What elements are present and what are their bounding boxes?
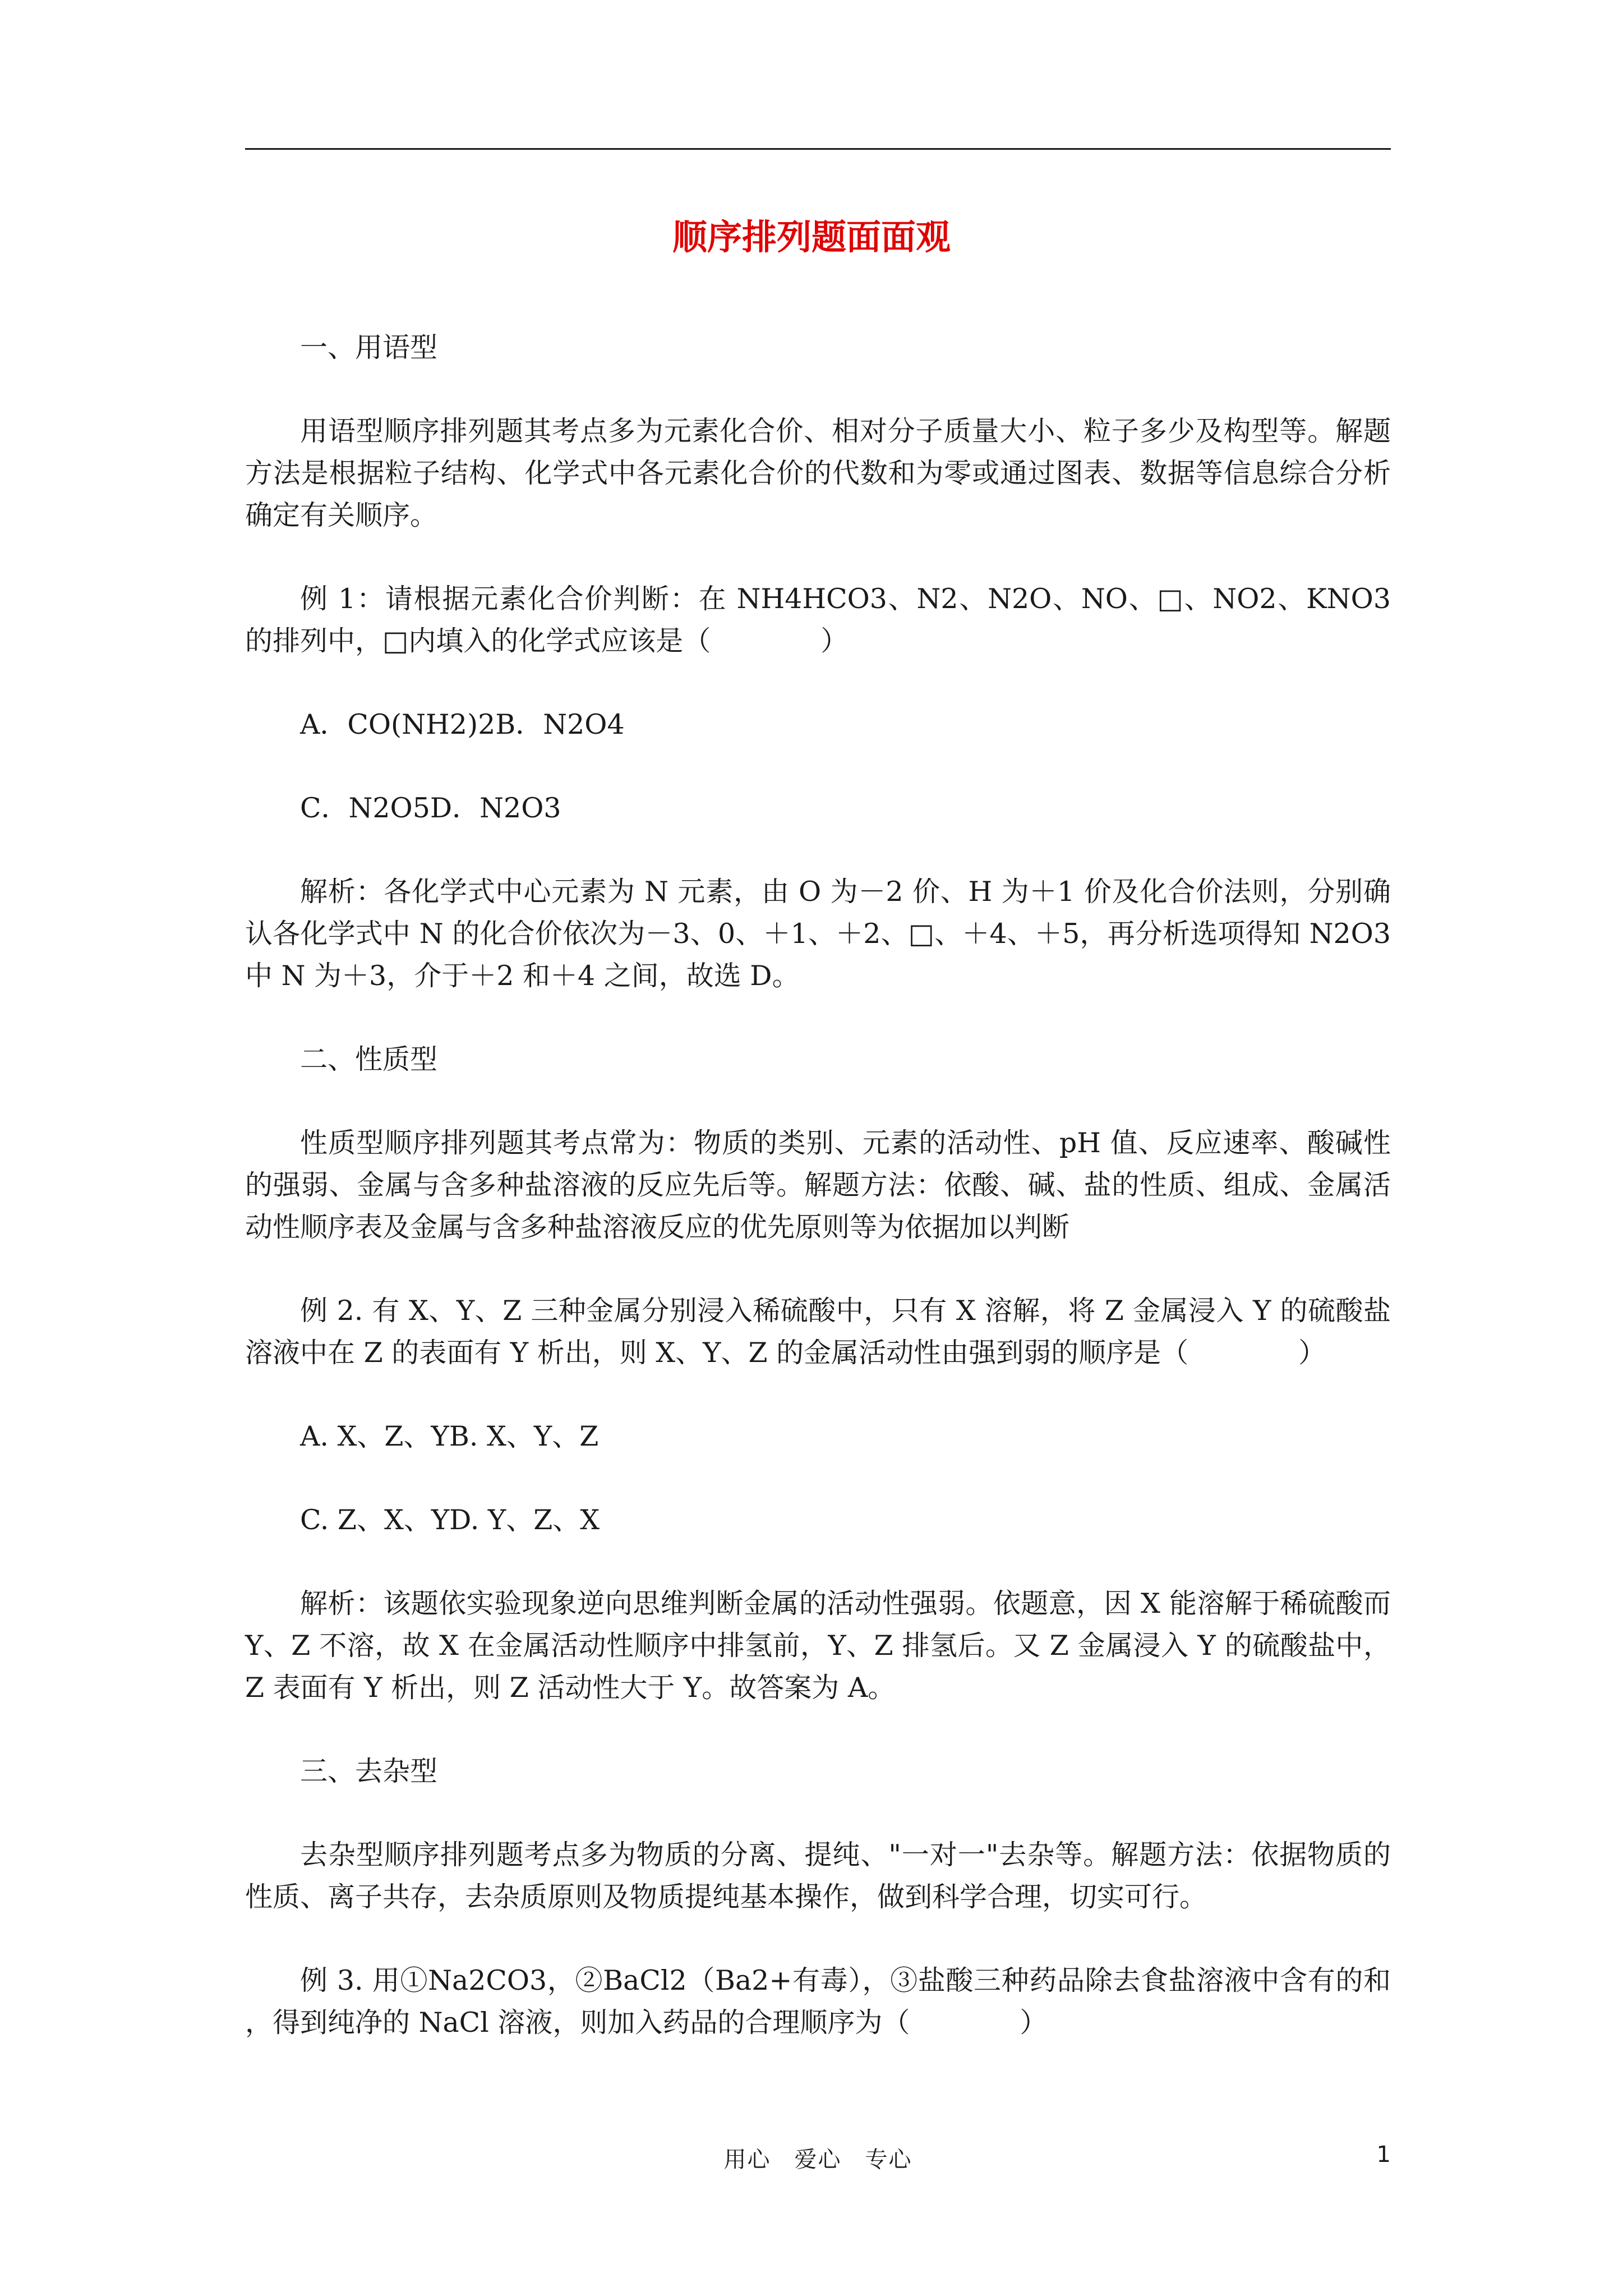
example-3: 例 3. 用①Na2CO3，②BaCl2（Ba2+有毒），③盐酸三种药品除去食盐溶液中含有的和 ，得到纯净的 NaCl 溶液，则加入药品的合理顺序为（ ） <box>245 1964 1391 2039</box>
section-heading-1: 一、用语型 <box>300 332 438 364</box>
analysis-2: 解析：该题依实验现象逆向思维判断金属的活动性强弱。依题意，因 X 能溶解于稀硫酸而 Y、Z 不溶，故 X 在金属活动性顺序中排氢前，Y、Z 排氢后。又 Z 金属浸入 Y 的硫酸盐中，Z 表面有 Y 析出，则 Z 活动性大于 Y。故答案为 A。 <box>245 1588 1391 1704</box>
option-line: C. Z、X、YD. Y、Z、X <box>300 1504 600 1536</box>
section-heading-2: 二、性质型 <box>300 1043 438 1075</box>
analysis-1: 解析：各化学式中心元素为 N 元素，由 O 为－2 价、H 为＋1 价及化合价法则，分别确认各化学式中 N 的化合价依次为－3、0、＋1、＋2、□、＋4、＋5，再分析选项得知 N2O3 中 N 为＋3，介于＋2 和＋4 之间，故选 D。 <box>245 876 1391 992</box>
example-2: 例 2. 有 X、Y、Z 三种金属分别浸入稀硫酸中，只有 X 溶解，将 Z 金属浸入 Y 的硫酸盐溶液中在 Z 的表面有 Y 析出，则 X、Y、Z 的金属活动性由强到弱的顺序是（ ） <box>245 1295 1391 1369</box>
section-heading-3: 三、去杂型 <box>300 1755 438 1787</box>
header-rule <box>245 148 1391 150</box>
paragraph: 去杂型顺序排列题考点多为物质的分离、提纯、"一对一"去杂等。解题方法：依据物质的性质、离子共存，去杂质原则及物质提纯基本操作，做到科学合理，切实可行。 <box>245 1839 1391 1913</box>
footer-text: 用心 爱心 专心 <box>723 2147 912 2173</box>
paragraph: 用语型顺序排列题其考点多为元素化合价、相对分子质量大小、粒子多少及构型等。解题方法是根据粒子结构、化学式中各元素化合价的代数和为零或通过图表、数据等信息综合分析确定有关顺序。 <box>245 415 1391 531</box>
page-title: 顺序排列题面面观 <box>672 217 951 257</box>
option-line: A. X、Z、YB. X、Y、Z <box>300 1420 599 1452</box>
example-1: 例 1：请根据元素化合价判断：在 NH4HCO3、N2、N2O、NO、□、NO2、KNO3 的排列中，□内填入的化学式应该是（ ） <box>245 583 1391 657</box>
option-line: C．N2O5D．N2O3 <box>300 792 561 824</box>
document-body <box>245 326 1391 2085</box>
option-line: A．CO(NH2)2B．N2O4 <box>300 708 625 740</box>
page-number: 1 <box>1376 2142 1391 2168</box>
page-footer <box>245 2142 1391 2175</box>
paragraph: 性质型顺序排列题其考点常为：物质的类别、元素的活动性、pH 值、反应速率、酸碱性的强弱、金属与含多种盐溶液的反应先后等。解题方法：依酸、碱、盐的性质、组成、金属活动性顺序表及金属与含多种盐溶液反应的优先原则等为依据加以判断 <box>245 1127 1391 1243</box>
